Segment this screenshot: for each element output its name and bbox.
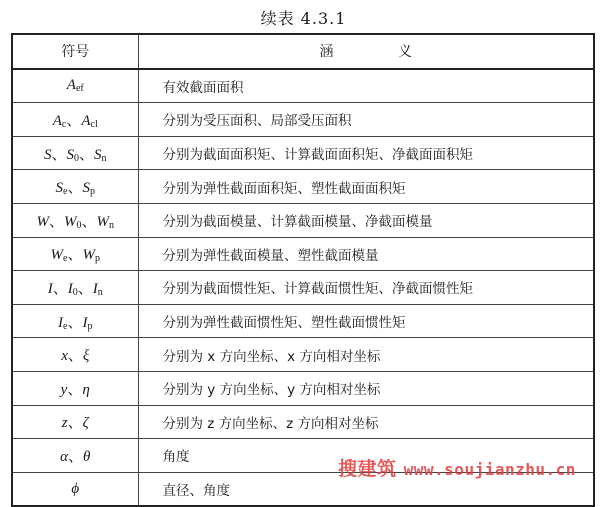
symbol-base: W bbox=[64, 213, 77, 230]
meaning-cell: 角度 bbox=[138, 439, 594, 473]
symbol-subscript: n bbox=[109, 219, 115, 231]
meaning-cell: 分别为弹性截面惯性矩、塑性截面惯性矩 bbox=[138, 304, 594, 338]
symbol-cell bbox=[12, 170, 138, 204]
table-body bbox=[12, 69, 594, 507]
symbol-base: η bbox=[82, 381, 90, 398]
symbol-separator: 、 bbox=[51, 146, 67, 163]
symbol-separator: 、 bbox=[66, 112, 82, 129]
symbol-base: S bbox=[82, 180, 90, 197]
symbol-subscript: p bbox=[89, 186, 95, 198]
table-row bbox=[12, 69, 594, 103]
symbol-base: W bbox=[50, 247, 64, 264]
symbol-base: A bbox=[52, 112, 62, 129]
meaning-cell: 分别为 x 方向坐标、x 方向相对坐标 bbox=[138, 338, 594, 372]
meaning-cell: 分别为弹性截面模量、塑性截面模量 bbox=[138, 237, 594, 271]
symbol-base: θ bbox=[83, 448, 91, 465]
symbol-base: I bbox=[67, 280, 73, 297]
meaning-cell: 分别为 z 方向坐标、z 方向相对坐标 bbox=[138, 405, 594, 439]
symbol-cell bbox=[12, 338, 138, 372]
symbol-cell bbox=[12, 237, 138, 271]
symbol-cell bbox=[12, 203, 138, 237]
watermark-brand: 搜建筑 bbox=[338, 458, 397, 480]
table-row bbox=[12, 338, 594, 372]
symbol-base: W bbox=[82, 247, 95, 264]
symbol-cell bbox=[12, 103, 138, 137]
symbol-base: I bbox=[92, 280, 98, 297]
table-row bbox=[12, 371, 594, 405]
symbol-subscript: n bbox=[97, 286, 103, 298]
symbol-separator: 、 bbox=[67, 180, 83, 197]
symbol-base: W bbox=[36, 213, 49, 230]
table-row bbox=[12, 405, 594, 439]
symbol-cell bbox=[12, 405, 138, 439]
table-row bbox=[12, 304, 594, 338]
table-row bbox=[12, 103, 594, 137]
symbol-separator: 、 bbox=[79, 146, 95, 163]
symbol-base: ζ bbox=[82, 415, 89, 432]
symbol-cell bbox=[12, 371, 138, 405]
table-row bbox=[12, 136, 594, 170]
symbol-base: ϕ bbox=[71, 480, 80, 497]
symbol-subscript: p bbox=[87, 320, 93, 332]
meaning-cell: 分别为截面惯性矩、计算截面惯性矩、净截面惯性矩 bbox=[138, 271, 594, 305]
symbol-base: A bbox=[66, 77, 76, 94]
symbol-base: I bbox=[58, 314, 64, 331]
symbol-subscript: 0 bbox=[72, 286, 78, 298]
symbol-separator: 、 bbox=[67, 348, 83, 365]
meaning-cell: 分别为 y 方向坐标、y 方向相对坐标 bbox=[138, 371, 594, 405]
symbol-base: S bbox=[66, 146, 74, 163]
symbol-subscript: 0 bbox=[74, 152, 79, 164]
symbol-subscript: p bbox=[94, 253, 100, 265]
symbol-base: S bbox=[43, 146, 52, 163]
header-meaning bbox=[138, 34, 594, 69]
table-header-row bbox=[12, 34, 594, 69]
meaning-cell: 直径、角度 bbox=[138, 472, 594, 506]
symbol-separator: 、 bbox=[48, 213, 64, 230]
symbol-subscript: 0 bbox=[76, 219, 82, 231]
symbol-separator: 、 bbox=[81, 213, 97, 230]
symbol-cell bbox=[12, 472, 138, 506]
symbol-subscript: ef bbox=[75, 83, 84, 95]
symbol-base: S bbox=[94, 146, 102, 163]
symbol-subscript: c bbox=[61, 118, 67, 130]
symbol-cell bbox=[12, 136, 138, 170]
header-meaning-text: 涵 义 bbox=[319, 44, 442, 61]
symbol-base: z bbox=[61, 415, 68, 432]
symbol-separator: 、 bbox=[67, 448, 83, 465]
meaning-cell: 分别为受压面积、局部受压面积 bbox=[138, 103, 594, 137]
meaning-cell: 分别为弹性截面面积矩、塑性截面面积矩 bbox=[138, 170, 594, 204]
symbol-base: I bbox=[47, 280, 53, 297]
symbol-cell bbox=[12, 439, 138, 473]
symbol-separator: 、 bbox=[52, 280, 68, 297]
watermark-url: www.soujianzhu.cn bbox=[403, 460, 576, 479]
symbol-separator: 、 bbox=[67, 314, 83, 331]
symbol-subscript: e bbox=[63, 186, 68, 198]
symbol-separator: 、 bbox=[77, 280, 93, 297]
table-row bbox=[12, 203, 594, 237]
meaning-cell: 有效截面面积 bbox=[138, 69, 594, 103]
symbol-separator: 、 bbox=[67, 381, 83, 398]
symbol-subscript: cl bbox=[90, 118, 98, 130]
symbol-subscript: e bbox=[63, 320, 68, 332]
meaning-cell: 分别为截面模量、计算截面模量、净截面模量 bbox=[138, 203, 594, 237]
symbol-base: ξ bbox=[82, 348, 90, 365]
symbol-base: A bbox=[81, 112, 91, 129]
meaning-cell: 分别为截面面积矩、计算截面面积矩、净截面面积矩 bbox=[138, 136, 594, 170]
symbol-base: x bbox=[61, 348, 68, 365]
header-symbol: 符号 bbox=[12, 34, 138, 69]
symbol-cell bbox=[12, 69, 138, 103]
symbol-separator: 、 bbox=[67, 247, 83, 264]
symbol-table bbox=[11, 33, 595, 507]
symbol-base: α bbox=[60, 448, 68, 465]
table-caption: 续表 4.3.1 bbox=[260, 9, 347, 28]
symbol-subscript: e bbox=[63, 253, 68, 265]
symbol-cell bbox=[12, 271, 138, 305]
symbol-base: S bbox=[55, 180, 64, 197]
symbol-base: y bbox=[60, 381, 68, 398]
symbol-base: I bbox=[82, 314, 88, 331]
table-row bbox=[12, 237, 594, 271]
watermark bbox=[338, 454, 576, 481]
symbol-separator: 、 bbox=[67, 415, 83, 432]
table-row bbox=[12, 170, 594, 204]
table-row bbox=[12, 271, 594, 305]
symbol-base: W bbox=[96, 213, 110, 230]
symbol-cell bbox=[12, 304, 138, 338]
symbol-subscript: n bbox=[101, 152, 107, 164]
